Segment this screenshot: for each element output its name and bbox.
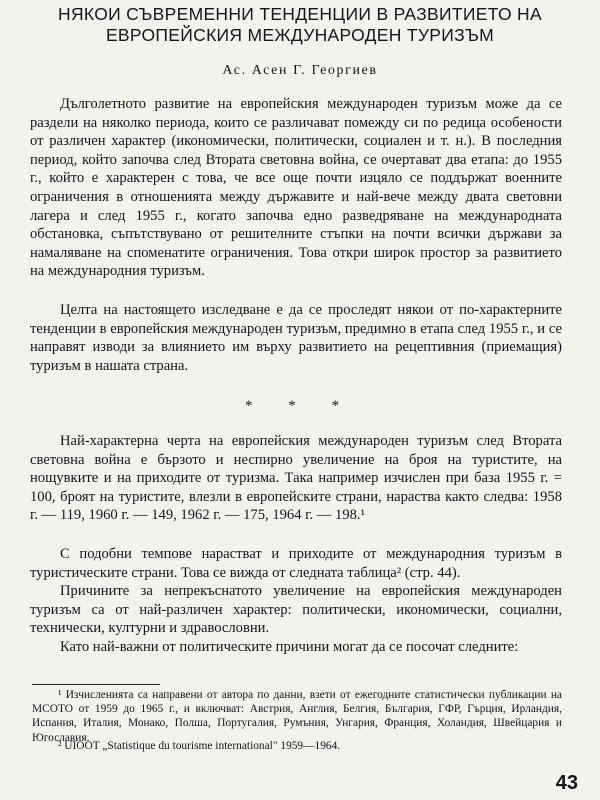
page-number: 43 — [555, 772, 578, 794]
title-line-2: ЕВРОПЕЙСКИЯ МЕЖДУНАРОДЕН ТУРИЗЪМ — [105, 25, 495, 45]
paragraph-1: Дълголетното развитие на европейския международен туризъм може да се раздели на няколко периода, които се различават помежду си по редица особености от различен характер (икономически, политически, социален и т. н.). В последния период, който започва след Втората световна война, се очертават два етапа: до 1955 г., който е характерен с това, че все още почти изцяло се поддържат военните ограничения в отношенията между държавите и най-вече между двата световни лагера и след 1955 г., когато започва едно разведряване на международната обстановка, съпътствувано от решителните стъпки на почти всички държави за намаляване на споменатите ограничения. Това откри широк простор за развитието на международния туризъм. — [30, 96, 562, 280]
footnote-1: ¹ Изчисленията са направени от автора по данни, взети от ежегодните статистически публикации на МСОТО от 1959 до 1965 г., и включват: Австрия, Англия, Белгия, България, ГФР, Гърция, Ирландия, Испания, Италия, Монако, Полша, Португалия, Румъния, Унгария, Франция, Холандия, Швейцария и Югославия. — [32, 689, 562, 744]
author-line: Ас. Асен Г. Георгиев — [222, 63, 378, 78]
footnote-2: ² UIOOT „Statistique du tourisme international" 1959—1964. — [58, 740, 341, 752]
paragraph-2: Целта на настоящето изследване е да се проследят някои от по-характерните тенденции в европейския международен туризъм, предимно в етапа след 1955 г., и се направят изводи за влиянието им върху развитието на рецептивния (приемащия) туризъм в нашата страна. — [30, 302, 562, 374]
footnote-divider — [32, 684, 160, 685]
section-separator: * * * — [245, 398, 355, 414]
paragraph-6: Като най-важни от политическите причини могат да се посочат следните: — [60, 639, 519, 655]
title-line-1: НЯКОИ СЪВРЕМЕННИ ТЕНДЕНЦИИ В РАЗВИТИЕТО НА — [58, 4, 542, 24]
paragraph-4: С подобни темпове нарастват и приходите от международния туризъм в туристическите страни. Това се вижда от следната таблица² (стр. 44). — [30, 546, 562, 581]
paragraph-5: Причините за непрекъснатото увеличение на европейския международен туризъм са от най-различен характер: политически, икономически, социални, технически, културни и здравословни. — [30, 583, 562, 637]
paragraph-3: Най-характерна черта на европейския международен туризъм след Втората световна война е бързото и неспирно увеличение на броя на туристите, на нощувките и на приходите от туризма. Така например изчислен при база 1955 г. = 100, броят на туристите, влезли в европейските страни, нараства както следва: 1958 г. — 119, 1960 г. — 149, 1962 г. — 175, 1964 г. — 198.¹ — [30, 433, 562, 524]
